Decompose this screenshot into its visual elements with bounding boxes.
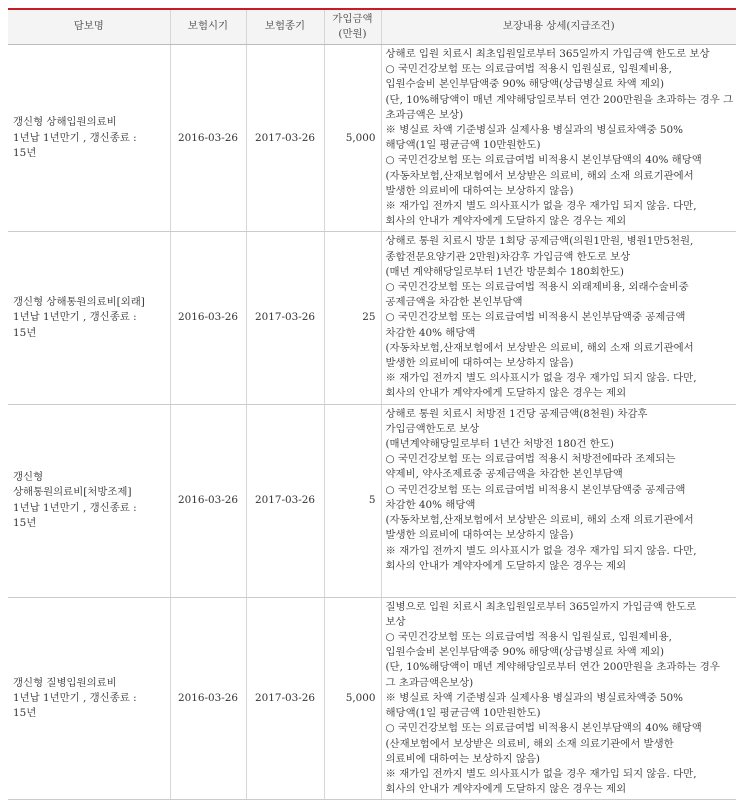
end-date-cell: 2017-03-26 — [246, 45, 324, 232]
coverage-detail-line: 회사의 안내가 계약자에게 도달하지 않은 경우는 제외 — [385, 783, 627, 796]
coverage-detail-line: 회사의 안내가 계약자에게 도달하지 않은 경우는 제외 — [385, 215, 627, 228]
coverage-detail-line: ○ 국민건강보험 또는 의료급여법 비적용시 본인부담액의 40% 해당액 — [385, 154, 702, 167]
table-row — [8, 232, 736, 404]
amount-cell: 25 — [324, 232, 381, 404]
coverage-detail-line: ○ 국민건강보험 또는 의료급여법 적용시 입원실료, 입원제비용, — [385, 63, 672, 76]
coverage-detail-line: 발생한 의료비에 대하여는 보상하지 않음) — [385, 529, 574, 542]
coverage-detail-line: 입원수술비 본인부담액중 90% 해당액(상급병실료 차액 제외) — [385, 78, 665, 91]
coverage-detail-cell — [381, 45, 736, 232]
coverage-detail-line: 가입금액한도로 보상 — [385, 422, 480, 435]
header-end-date: 보험종기 — [246, 9, 324, 45]
coverage-detail-line: 그 초과금액은보상) — [385, 676, 474, 689]
coverage-name-line: 갱신형 — [13, 471, 44, 484]
coverage-name-cell — [8, 232, 170, 404]
coverage-detail-line: ○ 국민건강보험 또는 의료급여법 비적용시 본인부담액중 공제금액 — [385, 311, 686, 324]
coverage-detail-line: 약제비, 약사조제료중 공제금액을 차감한 본인부담액 — [385, 468, 623, 481]
coverage-detail-line: 상해로 통원 치료시 방문 1회당 공제금액(의원1만원, 병원1만5천원, — [385, 235, 694, 248]
coverage-name-line: 15년 — [13, 707, 37, 720]
table-body — [8, 45, 736, 800]
coverage-detail-line: (단, 10%해당액이 매년 계약해당일로부터 연간 200만원을 초과하는 경우 그 — [385, 93, 734, 106]
coverage-name-cell — [8, 45, 170, 232]
table-row — [8, 45, 736, 232]
coverage-table — [8, 8, 736, 800]
coverage-detail-line: (매년계약해당일로부터 1년간 처방전 180건 한도) — [385, 438, 614, 451]
coverage-detail-cell — [381, 404, 736, 597]
coverage-name-line: 1년납 1년만기 , 갱신종료 : — [13, 501, 137, 514]
coverage-detail-line: 입원수술비 본인부담액중 90% 해당액(상급병실료 차액 제외) — [385, 646, 665, 659]
coverage-detail-line: ※ 병실료 차액 기준병실과 실제사용 병실과의 병실료차액중 50% — [385, 124, 683, 137]
coverage-detail-line: ※ 병실료 차액 기준병실과 실제사용 병실과의 병실료차액중 50% — [385, 691, 683, 704]
coverage-name-line: 1년납 1년만기 , 갱신종료 : — [13, 131, 137, 144]
end-date-cell: 2017-03-26 — [246, 404, 324, 597]
header-amount: 가입금액 (만원) — [324, 9, 381, 45]
table-row — [8, 597, 736, 800]
coverage-detail-line: 해당액(1일 평균금액 10만원한도) — [385, 707, 541, 720]
coverage-detail-line: 종합전문요양기관 2만원)차감후 가입금액 한도로 보상 — [385, 250, 631, 263]
coverage-name-line: 갱신형 상해입원의료비 — [13, 116, 117, 129]
coverage-name-line: 15년 — [13, 516, 37, 529]
amount-cell: 5 — [324, 404, 381, 597]
coverage-detail-cell — [381, 232, 736, 404]
table-row — [8, 404, 736, 597]
coverage-detail-line: 질병으로 입원 치료시 최초입원일로부터 365일까지 가입금액 한도로 — [385, 600, 697, 613]
coverage-name-line: 갱신형 상해통원의료비[외래] — [13, 296, 145, 309]
coverage-detail-line: ※ 재가입 전까지 별도 의사표시가 없을 경우 재가입 되지 않음. 다만, — [385, 372, 697, 385]
start-date-cell: 2016-03-26 — [170, 597, 246, 800]
coverage-detail-line: ○ 국민건강보험 또는 의료급여법 적용시 입원실료, 입원제비용, — [385, 631, 672, 644]
header-coverage-name: 담보명 — [8, 9, 170, 45]
end-date-cell: 2017-03-26 — [246, 597, 324, 800]
header-detail: 보장내용 상세(지급조건) — [381, 9, 736, 45]
coverage-detail-line: (자동차보험,산재보험에서 보상받은 의료비, 해외 소재 의료기관에서 — [385, 514, 694, 527]
coverage-name-cell — [8, 597, 170, 800]
coverage-detail-line: 해당액(1일 평균금액 10만원한도) — [385, 139, 541, 152]
start-date-cell: 2016-03-26 — [170, 404, 246, 597]
coverage-detail-line: (단, 10%해당액이 매년 계약해당일로부터 연간 200만원을 초과하는 경우 — [385, 661, 720, 674]
coverage-name-line: 15년 — [13, 146, 37, 159]
coverage-name-line: 갱신형 질병입원의료비 — [13, 676, 117, 689]
coverage-detail-line: ※ 재가입 전까지 별도 의사표시가 없을 경우 재가입 되지 않음. 다만, — [385, 200, 697, 213]
coverage-detail-line: 상해로 입원 치료시 최초입원일로부터 365일까지 가입금액 한도로 보상 — [385, 48, 710, 60]
coverage-detail-line: ○ 국민건강보험 또는 의료급여법 비적용시 본인부담액중 공제금액 — [385, 483, 686, 496]
coverage-detail-line: 공제금액을 차감한 본인부담액 — [385, 296, 523, 309]
coverage-detail-line: 발생한 의료비에 대하여는 보상하지 않음) — [385, 184, 574, 197]
coverage-detail-line: 차감한 40% 해당액 — [385, 498, 476, 511]
coverage-detail-line: ○ 국민건강보험 또는 의료급여법 적용시 처방전에따라 조제되는 — [385, 453, 676, 466]
start-date-cell: 2016-03-26 — [170, 232, 246, 404]
coverage-detail-line: (자동차보험,산재보험에서 보상받은 의료비, 해외 소재 의료기관에서 — [385, 341, 694, 354]
coverage-table-container — [8, 8, 736, 800]
table-header-row — [8, 9, 736, 45]
end-date-cell: 2017-03-26 — [246, 232, 324, 404]
coverage-detail-line: 의료비에 대하여는 보상하지 않음) — [385, 752, 540, 765]
amount-cell: 5,000 — [324, 597, 381, 800]
coverage-detail-line: 초과금액은 보상) — [385, 108, 464, 121]
coverage-detail-cell — [381, 597, 736, 800]
coverage-name-line: 1년납 1년만기 , 갱신종료 : — [13, 691, 137, 704]
amount-cell: 5,000 — [324, 45, 381, 232]
header-start-date: 보험시기 — [170, 9, 246, 45]
coverage-detail-line: (산재보험에서 보상받은 의료비, 해외 소재 의료기관에서 발생한 — [385, 737, 674, 750]
coverage-detail-line: ○ 국민건강보험 또는 의료급여법 적용시 외래제비용, 외래수술비중 — [385, 281, 689, 294]
coverage-detail-line: 상해로 통원 치료시 처방전 1건당 공제금액(8천원) 차감후 — [385, 407, 648, 420]
coverage-name-cell — [8, 404, 170, 597]
coverage-detail-line: 회사의 안내가 계약자에게 도달하지 않은 경우는 제외 — [385, 559, 627, 572]
coverage-detail-line: 보상 — [385, 615, 406, 628]
coverage-detail-line: (자동차보험,산재보험에서 보상받은 의료비, 해외 소재 의료기관에서 — [385, 169, 694, 182]
coverage-detail-line: 차감한 40% 해당액 — [385, 326, 476, 339]
coverage-name-line: 15년 — [13, 326, 37, 339]
coverage-detail-line: 발생한 의료비에 대하여는 보상하지 않음) — [385, 357, 574, 370]
start-date-cell: 2016-03-26 — [170, 45, 246, 232]
coverage-detail-line: ○ 국민건강보험 또는 의료급여법 비적용시 본인부담액의 40% 해당액 — [385, 722, 702, 735]
coverage-detail-line: 회사의 안내가 계약자에게 도달하지 않은 경우는 제외 — [385, 387, 627, 400]
coverage-name-line: 1년납 1년만기 , 갱신종료 : — [13, 311, 137, 324]
coverage-detail-line: ※ 재가입 전까지 별도 의사표시가 없을 경우 재가입 되지 않음. 다만, — [385, 767, 697, 780]
coverage-detail-line: ※ 재가입 전까지 별도 의사표시가 없을 경우 재가입 되지 않음. 다만, — [385, 544, 697, 557]
coverage-detail-line: (매년 계약해당일로부터 1년간 방문회수 180회한도) — [385, 265, 624, 278]
coverage-name-line: 상해통원의료비[처방조제] — [13, 486, 132, 499]
